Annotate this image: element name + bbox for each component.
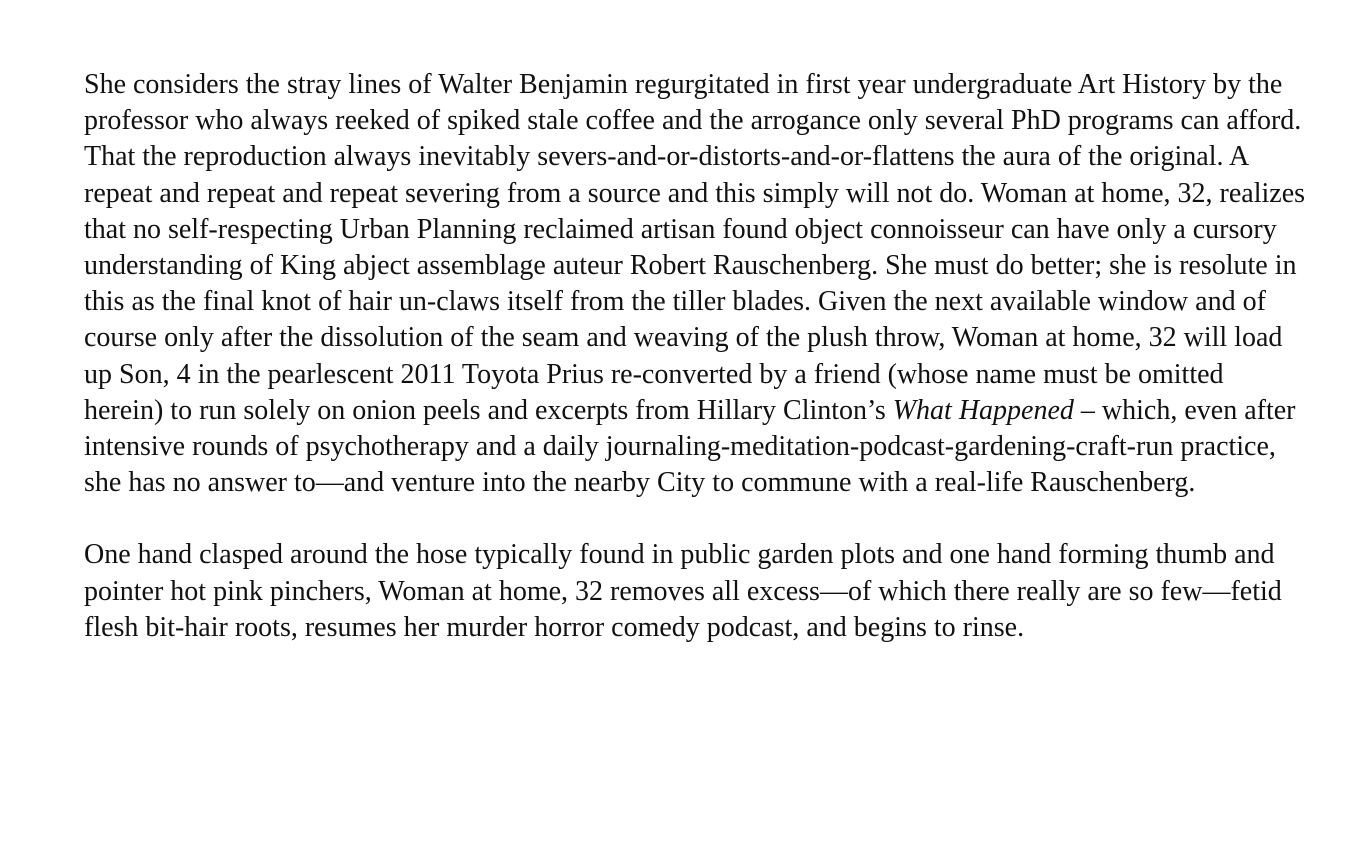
paragraph-1-lead: She considers the stray lines of Walter Benjamin regurgitated in first year undergraduate Art History by the professor who always reeked of spiked stale coffee and the arrogance only several PhD programs can afford. That the reproduction always inevitably severs-and-or-distorts-and-or-flattens the aura of the original. A repeat and repeat and repeat severing from a source and this simply will not do. Woman at home, 32, realizes that no self-respecting Urban Planning reclaimed artisan found object connoisseur can have only a cursory understanding of King abject assemblage auteur Robert Rauschenberg. She must do better; she is resolute in this as the final knot of hair un-claws itself from the tiller blades. Given the next available window and of course only after the dissolution of the seam and weaving of the plush throw, Woman at home, 32 will load up Son, 4 in the pearlescent 2011 Toyota Prius re-converted by a friend (whose name must be omitted herein) to run solely on onion peels and excerpts from Hillary Clinton’s bbox=[84, 69, 1306, 426]
paragraph-1 bbox=[84, 67, 1306, 501]
paragraph-2: One hand clasped around the hose typically found in public garden plots and one hand forming thumb and pointer hot pink pinchers, Woman at home, 32 removes all excess—of which there really are so few—fetid flesh bit-hair roots, resumes her murder horror comedy podcast, and begins to rinse. bbox=[84, 539, 1282, 643]
paragraph-1-tail: – which, even after intensive rounds of psychotherapy and a daily journaling-meditation-podcast-gardening-craft-run practice, she has no answer to—and venture into the nearby City to commune with a real-life Rauschenberg. bbox=[84, 394, 1296, 499]
book-title: What Happened bbox=[892, 394, 1074, 426]
document-body bbox=[84, 67, 1306, 646]
